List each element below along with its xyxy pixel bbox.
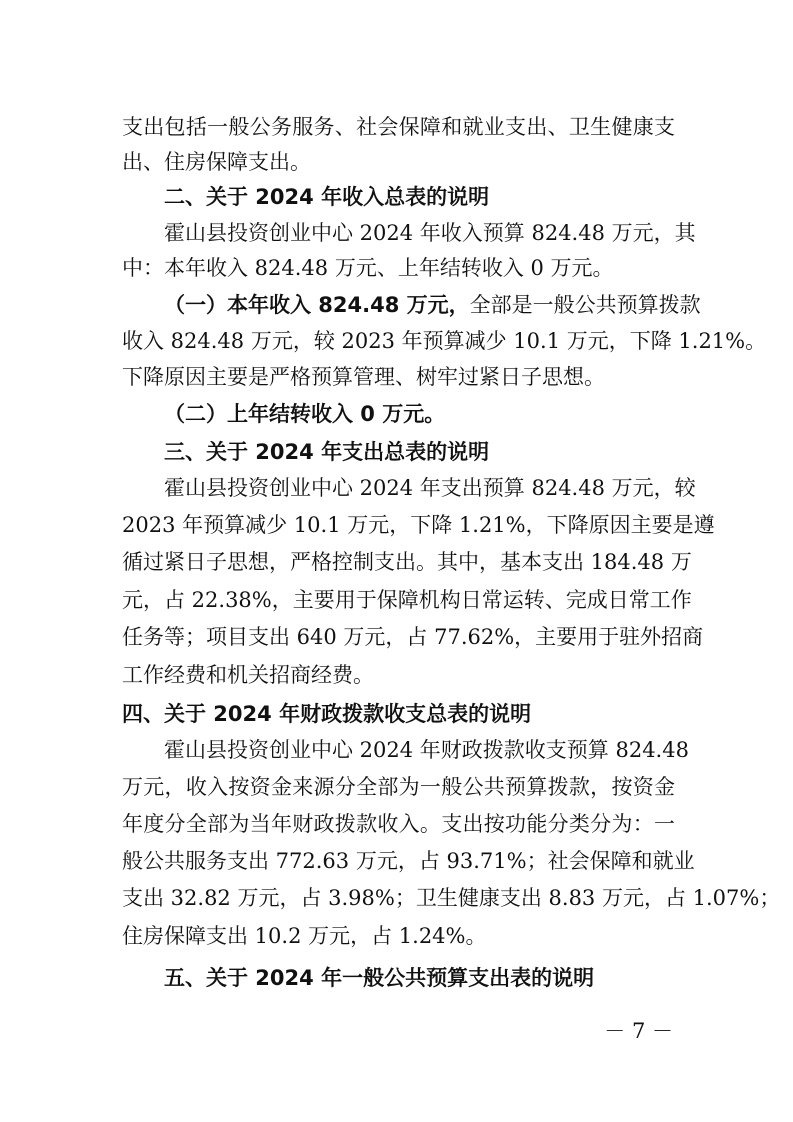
- body-text-line: 循过紧日子思想，严格控制支出。其中，基本支出 184.48 万: [122, 550, 692, 574]
- section-heading-4: 四、关于 2024 年财政拨款收支总表的说明: [122, 702, 532, 726]
- body-text-line: 收入 824.48 万元，较 2023 年预算减少 10.1 万元，下降 1.21%。: [122, 329, 767, 353]
- body-text-line: 支出包括一般公务服务、社会保障和就业支出、卫生健康支: [122, 115, 675, 139]
- body-text-line: 霍山县投资创业中心 2024 年支出预算 824.48 万元，较: [164, 476, 696, 500]
- body-text-line: 元，占 22.38%，主要用于保障机构日常运转、完成日常工作: [122, 588, 692, 612]
- body-text-line: 下降原因主要是严格预算管理、树牢过紧日子思想。: [122, 365, 605, 389]
- page-number: － 7 －: [604, 1019, 673, 1043]
- body-text-line: 任务等；项目支出 640 万元，占 77.62%，主要用于驻外招商: [122, 625, 704, 649]
- body-text-line: 霍山县投资创业中心 2024 年财政拨款收支预算 824.48: [164, 738, 689, 762]
- subsection-heading-2: （二）上年结转收入 0 万元。: [164, 402, 446, 426]
- subsection-line: [164, 399, 675, 429]
- body-text-line: 中：本年收入 824.48 万元、上年结转收入 0 万元。: [122, 256, 614, 280]
- body-text-line: 出、住房保障支出。: [122, 150, 311, 174]
- body-text-line: 般公共服务支出 772.63 万元，占 93.71%；社会保障和就业: [122, 849, 695, 873]
- subsection-heading-1: （一）本年收入 824.48 万元，: [164, 293, 470, 317]
- body-text-line: 支出 32.82 万元，占 3.98%；卫生健康支出 8.83 万元，占 1.07%；: [122, 886, 781, 910]
- section-heading-2: 二、关于 2024 年收入总表的说明: [164, 185, 490, 209]
- subsection-text: 全部是一般公共预算拨款: [469, 293, 701, 317]
- body-text-line: 霍山县投资创业中心 2024 年收入预算 824.48 万元，其: [164, 221, 696, 245]
- section-heading-5: 五、关于 2024 年一般公共预算支出表的说明: [164, 966, 595, 990]
- body-text-line: 年度分全部为当年财政拨款收入。支出按功能分类分为：一: [122, 812, 675, 836]
- section-heading-3: 三、关于 2024 年支出总表的说明: [164, 440, 490, 464]
- body-text-line: 工作经费和机关招商经费。: [122, 663, 374, 687]
- body-text-line: 2023 年预算减少 10.1 万元，下降 1.21%，下降原因主要是遵: [122, 513, 715, 537]
- body-text-line: 住房保障支出 10.2 万元，占 1.24%。: [122, 924, 487, 948]
- subsection-line: [164, 290, 701, 320]
- body-text-line: 万元，收入按资金来源分全部为一般公共预算拨款，按资金: [122, 775, 675, 799]
